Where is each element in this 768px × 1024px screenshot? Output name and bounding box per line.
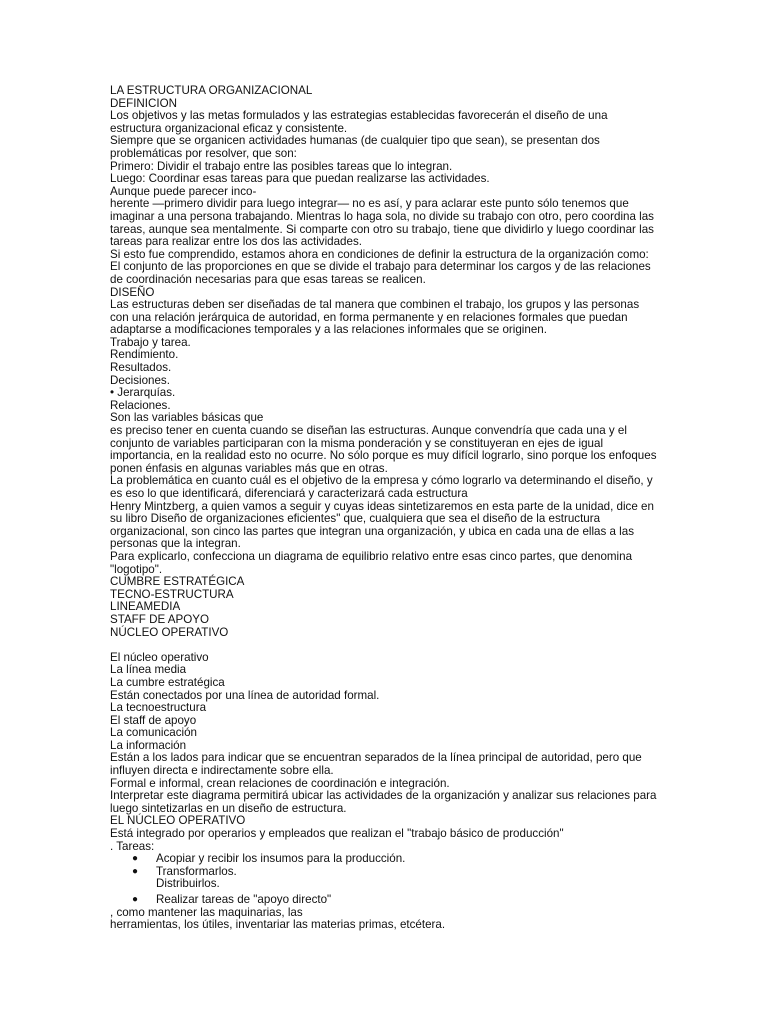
text-line: luego sintetizarlas en un diseño de estructura. — [110, 801, 347, 815]
text-block-definition-design — [110, 85, 660, 639]
text-block-operative-core — [110, 652, 660, 854]
bullet-icon: ● — [132, 865, 139, 877]
text-line: Aunque puede parecer inco- — [110, 184, 257, 198]
text-line: Henry Mintzberg, a quien vamos a seguir y cuyas ideas sintetizaremos en esta parte de la unidad, dice en — [110, 499, 654, 513]
list-item-text: Acopiar y recibir los insumos para la producción. — [156, 852, 406, 866]
text-line: tareas para realizar entre los dos las actividades. — [110, 235, 362, 249]
text-line: LINEAMEDIA — [110, 600, 181, 614]
text-line: influyen directa e indirectamente sobre ella. — [110, 764, 334, 778]
text-line: • Jerarquías. — [110, 386, 176, 400]
text-line: Los objetivos y las metas formulados y las estrategias establecidas favorecerán el diseño de una — [110, 109, 608, 123]
text-block-tail — [110, 907, 660, 932]
text-line: Formal e informal, crean relaciones de coordinación e integración. — [110, 776, 450, 790]
text-line: Luego: Coordinar esas tareas para que puedan realizarse las actividades. — [110, 172, 490, 186]
text-line: El núcleo operativo — [110, 650, 209, 664]
text-line: Siempre que se organicen actividades humanas (de cualquier tipo que sean), se presentan dos — [110, 134, 600, 148]
text-line: organizacional, son cinco las partes que integran una organización, y ubica en cada una de ellas a las — [110, 524, 634, 538]
text-line: personas que la integran. — [110, 537, 241, 551]
text-line: CUMBRE ESTRATÉGICA — [110, 575, 245, 589]
list-item-text: Realizar tareas de "apoyo directo" — [156, 893, 332, 906]
text-line: Relaciones. — [110, 398, 171, 412]
list-item-text: Transformarlos. — [156, 864, 237, 878]
text-line: "logotipo". — [110, 562, 163, 576]
text-line: La tecnoestructura — [110, 701, 207, 715]
text-line: , como mantener las maquinarias, las — [110, 905, 303, 919]
text-line: Si esto fue comprendido, estamos ahora en condiciones de definir la estructura de la organización como: — [110, 247, 649, 261]
text-line: TECNO-ESTRUCTURA — [110, 587, 234, 601]
text-line: Decisiones. — [110, 373, 170, 387]
text-line: ponen énfasis en algunas variables más que en otras. — [110, 461, 388, 475]
text-line: Resultados. — [110, 361, 172, 375]
list-item — [110, 894, 660, 907]
text-line: EL NÚCLEO OPERATIVO — [110, 814, 246, 828]
text-line: Trabajo y tarea. — [110, 335, 191, 349]
list-item-continuation — [110, 878, 660, 891]
text-line: estructura organizacional eficaz y consistente. — [110, 121, 348, 135]
text-line: con una relación jerárquica de autoridad, en forma permanente y en relaciones formales que puedan — [110, 310, 628, 324]
text-line: herente —primero dividir para luego integrar— no es así, y para aclarar este punto sólo tenemos que — [110, 197, 629, 211]
text-line: de coordinación necesarias para que esas tareas se realicen. — [110, 272, 426, 286]
text-line: La información — [110, 738, 187, 752]
text-line: La cumbre estratégica — [110, 675, 225, 689]
text-line: conjunto de variables participaran con la misma ponderación y se constituyeran en ejes de igual — [110, 436, 604, 450]
text-line: Interpretar este diagrama permitirá ubicar las actividades de la organización y analizar sus relaciones para — [110, 789, 657, 803]
text-line: La línea media — [110, 663, 187, 677]
text-line: importancia, en la realidad esto no ocurre. No sólo porque es muy difícil lograrlo, sino porque los enfoques — [110, 449, 657, 463]
document-page — [110, 85, 660, 932]
text-line: Está integrado por operarios y empleados que realizan el "trabajo básico de producción" — [110, 827, 564, 841]
bullet-icon: ● — [132, 894, 139, 905]
text-line: Primero: Dividir el trabajo entre las posibles tareas que lo integran. — [110, 159, 453, 173]
text-line: Están conectados por una línea de autoridad formal. — [110, 688, 380, 702]
text-line: DEFINICION — [110, 96, 177, 110]
list-item-text: Distribuirlos. — [156, 877, 220, 891]
blank-line — [110, 639, 660, 652]
text-line: es eso lo que identificará, diferenciará y caracterizará cada estructura — [110, 487, 468, 500]
text-line: El staff de apoyo — [110, 713, 197, 727]
text-line: Son las variables básicas que — [110, 411, 264, 425]
text-line: Las estructuras deben ser diseñadas de tal manera que combinen el trabajo, los grupos y las personas — [110, 298, 640, 312]
text-line: adaptarse a modificaciones temporales y a las relaciones informales que se originen. — [110, 323, 547, 337]
text-line: NÚCLEO OPERATIVO — [110, 625, 229, 639]
text-line: tareas, aunque sea mentalmente. Si comparte con otro su trabajo, tiene que dividirlo y luego coordinar las — [110, 222, 654, 236]
text-line: imaginar a una persona trabajando. Mientras lo haga sola, no divide su trabajo con otro, pero coordina las — [110, 209, 654, 223]
text-line: LA ESTRUCTURA ORGANIZACIONAL — [110, 84, 313, 97]
text-line: La problemática en cuanto cuál es el objetivo de la empresa y cómo lograrlo va determinando el diseño, y — [110, 474, 653, 488]
text-line: es preciso tener en cuenta cuando se diseñan las estructuras. Aunque convendría que cada una y el — [110, 424, 627, 438]
text-line: Rendimiento. — [110, 348, 179, 362]
text-line: herramientas, los útiles, inventariar las materias primas, etcétera. — [110, 918, 446, 932]
text-line: El conjunto de las proporciones en que se divide el trabajo para determinar los cargos y de las relaciones — [110, 260, 651, 274]
text-line: problemáticas por resolver, que son: — [110, 146, 297, 160]
text-line: Para explicarlo, confecciona un diagrama de equilibrio relativo entre esas cinco partes, que denomina — [110, 549, 633, 563]
text-line: su libro Diseño de organizaciones eficientes" que, cualquiera que sea el diseño de la estructura — [110, 512, 601, 526]
text-line: Están a los lados para indicar que se encuentran separados de la línea principal de autoridad, pero que — [110, 751, 642, 765]
text-line: DISEÑO — [110, 285, 155, 299]
text-line: La comunicación — [110, 726, 198, 740]
tasks-bullet-list — [110, 853, 660, 906]
bullet-icon: ● — [132, 853, 139, 865]
text-line: STAFF DE APOYO — [110, 612, 209, 626]
text-line: . Tareas: — [110, 839, 155, 853]
